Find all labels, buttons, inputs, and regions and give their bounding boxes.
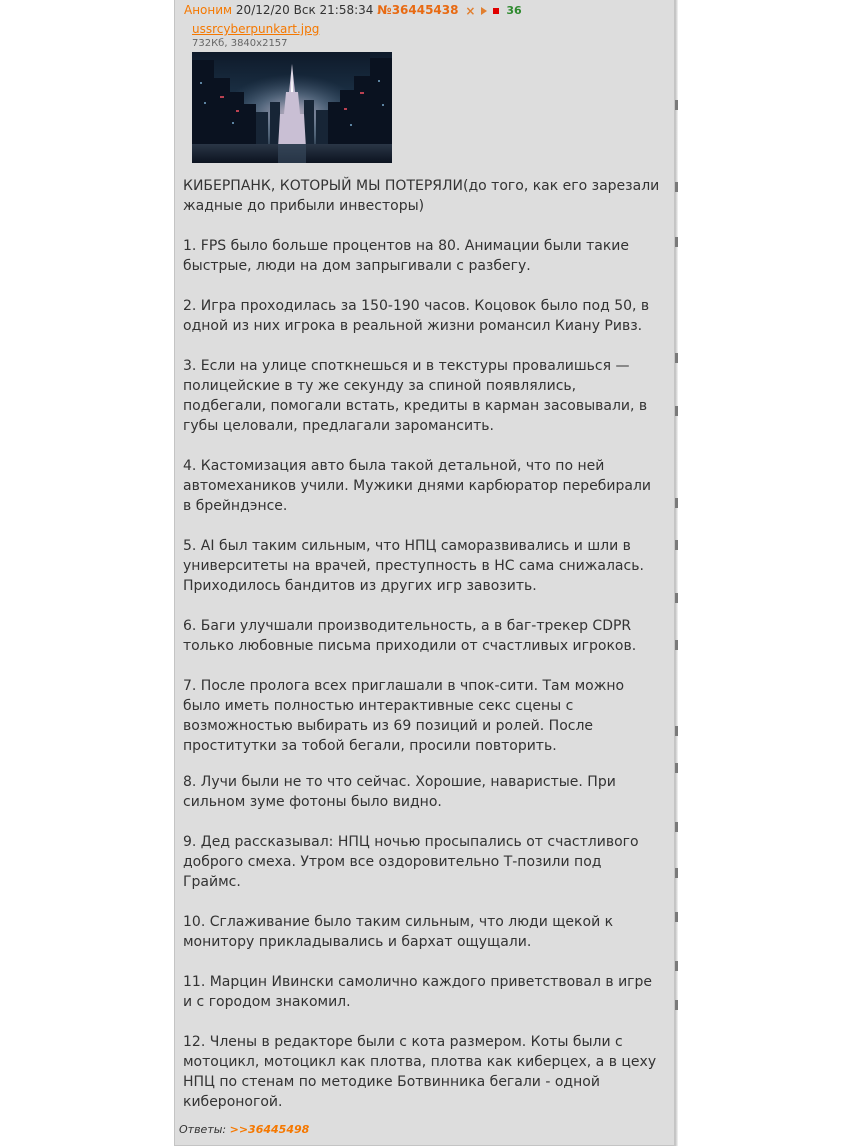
replies-label: Ответы: [179, 1123, 227, 1136]
post-author: Аноним [184, 3, 233, 17]
post-paragraph: 3. Если на улице споткнешься и в текстуры провалишься — полицейские в ту же секунду за спиной появлялись, подбегали, помогали встать, кредиты в карман засовывали, в губы целовали, предлагали заромансить. [183, 358, 648, 434]
post-paragraph: 9. Дед рассказывал: НПЦ ночью просыпались от счастливого доброго смеха. Утром все оздоровительно Т-позили под Граймс. [183, 834, 639, 890]
post-datetime: 20/12/20 Вск 21:58:34 [235, 3, 374, 17]
post-header [184, 2, 522, 18]
post-paragraph: 2. Игра проходилась за 150-190 часов. Коцовок было под 50, в одной из них игрока в реальной жизни романсил Киану Ривз. [183, 298, 650, 334]
post-paragraph: 11. Марцин Ивински самолично каждого приветствовал в игре и с городом знакомил. [183, 974, 653, 1010]
stop-icon[interactable] [493, 8, 499, 14]
post-replies [179, 1122, 309, 1138]
post-paragraph: 4. Кастомизация авто была такой детальной, что по ней автомехаников учили. Мужики днями карбюратор перебирали в брейндэнсе. [183, 458, 651, 514]
post-paragraph: 12. Члены в редакторе были с кота размером. Коты были с мотоцикл, мотоцикл как плотва, плотва как киберцех, а в цеху НПЦ по стенам по методике Ботвинника бегали - одной кибероногой. [183, 1034, 657, 1110]
post-thumbnail[interactable] [192, 52, 392, 163]
post [174, 0, 675, 1146]
file-meta: 732Кб, 3840x2157 [192, 38, 288, 49]
post-paragraph: КИБЕРПАНК, КОТОРЫЙ МЫ ПОТЕРЯЛИ(до того, как его зарезали жадные до прибыли инвесторы) [183, 178, 660, 214]
post-paragraph: 5. AI был таким сильным, что НПЦ саморазвивались и шли в университеты на врачей, преступность в НС сама снижалась. Приходилось бандитов из других игр завозить. [183, 538, 644, 594]
post-number-link[interactable]: №36445438 [377, 3, 459, 17]
close-icon[interactable]: × [465, 3, 476, 18]
post-body [183, 176, 663, 1132]
file-link[interactable]: ussrcyberpunkart.jpg [192, 22, 320, 36]
post-paragraph: 6. Баги улучшали производительность, а в баг-трекер CDPR только любовные письма приходили от счастливых игроков. [183, 618, 637, 654]
post-paragraph: 8. Лучи были не то что сейчас. Хорошие, наваристые. При сильном зуме фотоны было видно. [183, 774, 616, 810]
play-icon[interactable] [481, 7, 487, 15]
post-paragraph: 10. Сглаживание было таким сильным, что люди щекой к монитору прикладывались и бархат ощущали. [183, 914, 614, 950]
reply-count: 36 [506, 4, 522, 17]
post-paragraph: 7. После пролога всех приглашали в чпок-сити. Там можно было иметь полностью интерактивные секс сцены с возможностью выбирать из 69 позиций и ролей. После проститутки за тобой бегали, просили повторить. [183, 678, 625, 754]
post-paragraph: 1. FPS было больше процентов на 80. Анимации были такие быстрые, люди на дом запрыгивали с разбегу. [183, 238, 630, 274]
post-edge-shadow [675, 0, 678, 1146]
reply-link[interactable]: >>36445498 [229, 1123, 310, 1136]
